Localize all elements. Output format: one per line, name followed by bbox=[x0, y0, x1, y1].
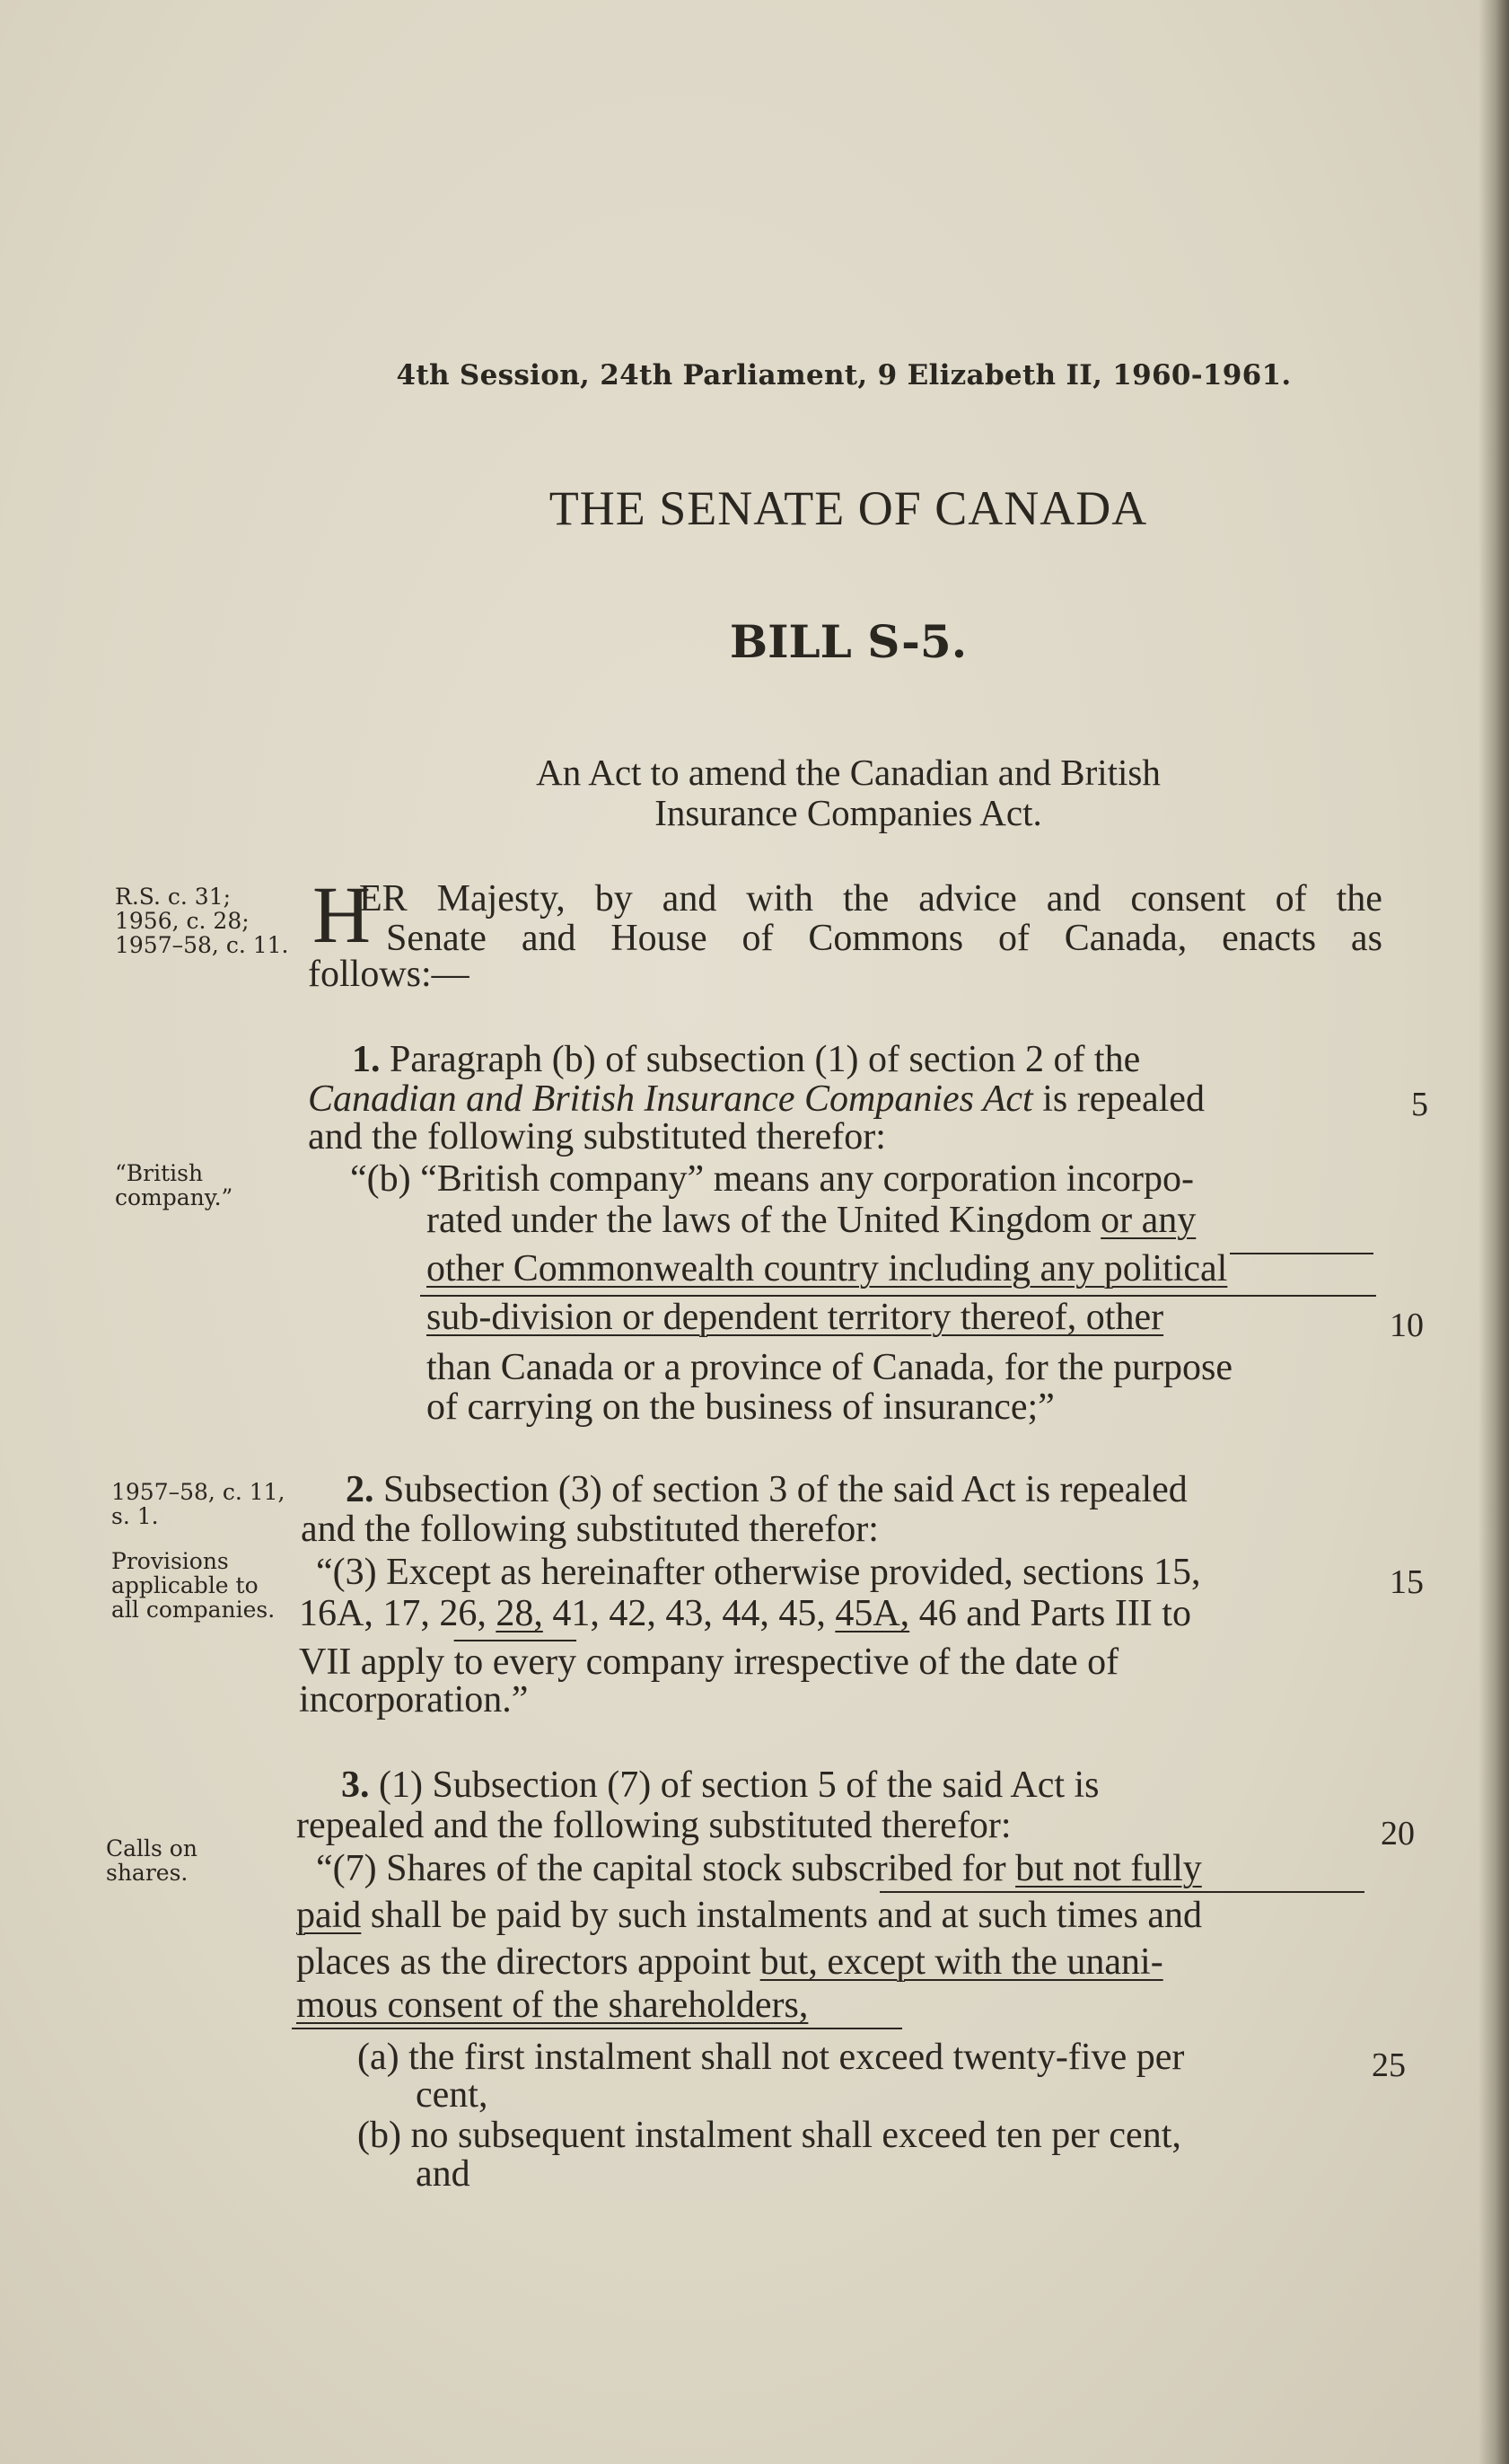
line-number-5: 5 bbox=[1411, 1086, 1428, 1123]
margin-provisions-line3: all companies. bbox=[111, 1597, 276, 1623]
section2-line3: “(3) Except as hereinafter otherwise provided, sections 15, bbox=[316, 1552, 1201, 1593]
section1-line5 bbox=[426, 1200, 1196, 1241]
enacting-word: of bbox=[1275, 878, 1307, 920]
margin-citation-2-line2: s. 1. bbox=[111, 1503, 159, 1529]
section1-line5-text: rated under the laws of the United Kingdom bbox=[426, 1200, 1092, 1241]
section2-line1 bbox=[346, 1469, 1188, 1510]
amendment-underline-text: but not fully bbox=[1015, 1848, 1202, 1889]
margin-british-company bbox=[115, 1161, 232, 1210]
section1-line1 bbox=[352, 1039, 1140, 1080]
margin-provisions-line2: applicable to bbox=[111, 1572, 259, 1598]
section3-item-b: (b) no subsequent instalment shall exceed ten per cent, bbox=[357, 2115, 1181, 2156]
enacting-word: House bbox=[610, 918, 707, 959]
enacting-word: with bbox=[746, 878, 813, 920]
bill-title-line1: An Act to amend the Canadian and British bbox=[536, 752, 1161, 793]
section1-line7: sub-division or dependent territory thereof, other bbox=[426, 1297, 1164, 1338]
section3-line1 bbox=[341, 1764, 1100, 1806]
section1-line4: “(b) “British company” means any corporation incorpo- bbox=[350, 1158, 1195, 1200]
section3-line3 bbox=[316, 1848, 1202, 1889]
enacting-line3: follows:— bbox=[308, 954, 469, 995]
section2-line1-text: Subsection (3) of section 3 of the said Act is repealed bbox=[383, 1469, 1188, 1510]
enacting-word: Majesty, bbox=[436, 878, 566, 920]
enacting-word: ER bbox=[359, 878, 408, 920]
section3-line4 bbox=[296, 1895, 1202, 1936]
section1-line1-text: Paragraph (b) of subsection (1) of section 2 of the bbox=[390, 1039, 1141, 1080]
session-line: 4th Session, 24th Parliament, 9 Elizabeth II, 1960-1961. bbox=[396, 359, 1292, 392]
section1-line3: and the following substituted therefor: bbox=[308, 1116, 886, 1157]
line-number-25: 25 bbox=[1372, 2046, 1406, 2084]
margin-citation-1-line1: R.S. c. 31; bbox=[115, 884, 232, 910]
section3-item-a: (a) the first instalment shall not exceed twenty-five per bbox=[357, 2037, 1185, 2078]
enacting-word: Commons bbox=[808, 918, 964, 959]
act-name-italic: Canadian and British Insurance Companies Act bbox=[308, 1078, 1033, 1120]
section3-line4-text: shall be paid by such instalments and at such times and bbox=[370, 1895, 1202, 1936]
margin-citation-2-line1: 1957–58, c. 11, bbox=[111, 1479, 285, 1505]
bill-title-line2: Insurance Companies Act. bbox=[654, 792, 1042, 833]
section1-line6: other Commonwealth country including any political bbox=[426, 1248, 1228, 1289]
section1-line8: than Canada or a province of Canada, for the purpose bbox=[426, 1347, 1233, 1388]
section2-line5-text: company irrespective of the date of bbox=[585, 1641, 1119, 1683]
section3-line5 bbox=[296, 1941, 1163, 1983]
margin-calls-on-shares bbox=[106, 1836, 197, 1885]
margin-provisions bbox=[111, 1549, 275, 1622]
margin-citation-1-line3: 1957–58, c. 11. bbox=[115, 932, 289, 958]
amendment-overline-text: to every bbox=[453, 1641, 577, 1683]
section2-line6: incorporation.” bbox=[299, 1679, 529, 1720]
amendment-underline-text: 28, bbox=[496, 1593, 543, 1634]
margin-citation-1-line2: 1956, c. 28; bbox=[115, 908, 250, 934]
bill-title bbox=[0, 752, 1509, 833]
amendment-underline-text: paid bbox=[296, 1895, 362, 1936]
enacting-word: as bbox=[1350, 918, 1382, 959]
section1-line2-text: is repealed bbox=[1042, 1078, 1205, 1120]
enacting-word: and bbox=[521, 918, 576, 959]
amendment-rule bbox=[292, 2028, 902, 2029]
chamber-heading: THE SENATE OF CANADA bbox=[548, 481, 1148, 535]
section3-item-a-cont: cent, bbox=[416, 2074, 488, 2116]
margin-british-line2: company.” bbox=[115, 1184, 233, 1210]
section3-line2: repealed and the following substituted therefor: bbox=[296, 1805, 1012, 1846]
enacting-dropcap: H bbox=[312, 871, 371, 960]
amendment-underline-text: 45A, bbox=[835, 1593, 910, 1634]
enacting-word: and bbox=[1046, 878, 1101, 920]
margin-citation-2 bbox=[111, 1480, 285, 1528]
enacting-word: by bbox=[594, 878, 633, 920]
margin-british-line1: “British bbox=[115, 1160, 204, 1186]
section2-line5-text: VII apply bbox=[299, 1641, 445, 1683]
margin-provisions-line1: Provisions bbox=[111, 1548, 229, 1574]
bill-number: BILL S-5. bbox=[729, 615, 968, 668]
amendment-underline-text: or any bbox=[1101, 1200, 1197, 1241]
enacting-word: and bbox=[662, 878, 717, 920]
enacting-word: of bbox=[997, 918, 1030, 959]
enacting-word: of bbox=[741, 918, 774, 959]
enacting-line1 bbox=[359, 878, 1382, 920]
amendment-underline-text: but, except with the unani- bbox=[759, 1941, 1163, 1983]
section2-line5 bbox=[299, 1641, 1119, 1683]
section3-line3-text: “(7) Shares of the capital stock subscribed for bbox=[316, 1848, 1006, 1889]
margin-calls-line2: shares. bbox=[106, 1860, 189, 1886]
section1-line9: of carrying on the business of insurance;” bbox=[426, 1386, 1055, 1428]
section3-item-b-cont: and bbox=[416, 2153, 470, 2195]
section2-number: 2. bbox=[346, 1469, 374, 1510]
section1-number: 1. bbox=[352, 1039, 381, 1080]
section3-line6: mous consent of the shareholders, bbox=[296, 1984, 809, 2026]
enacting-word: the bbox=[842, 878, 890, 920]
section3-line1-text: (1) Subsection (7) of section 5 of the said Act is bbox=[379, 1764, 1100, 1806]
section2-line2: and the following substituted therefor: bbox=[301, 1509, 879, 1550]
section2-line4-text: 41, 42, 43, 44, 45, bbox=[552, 1593, 826, 1634]
amendment-rule bbox=[880, 1891, 1364, 1893]
section2-line4-text: 46 and Parts III to bbox=[918, 1593, 1191, 1634]
line-number-15: 15 bbox=[1390, 1563, 1424, 1601]
section3-line5-text: places as the directors appoint bbox=[296, 1941, 751, 1983]
enacting-word: Canada, bbox=[1064, 918, 1188, 959]
enacting-word: enacts bbox=[1222, 918, 1317, 959]
amendment-rule bbox=[1230, 1253, 1373, 1254]
section3-number: 3. bbox=[341, 1764, 370, 1806]
enacting-word: advice bbox=[918, 878, 1017, 920]
enacting-word: consent bbox=[1130, 878, 1246, 920]
section1-line2 bbox=[308, 1078, 1205, 1120]
line-number-10: 10 bbox=[1390, 1307, 1424, 1344]
margin-citation-1 bbox=[115, 884, 288, 957]
line-number-20: 20 bbox=[1381, 1815, 1415, 1852]
amendment-rule bbox=[420, 1295, 1376, 1297]
margin-calls-line1: Calls on bbox=[106, 1835, 197, 1861]
section2-line4-text: 16A, 17, 26, bbox=[299, 1593, 487, 1634]
enacting-word: Senate bbox=[386, 918, 487, 959]
enacting-word: the bbox=[1336, 878, 1382, 920]
enacting-line2 bbox=[386, 918, 1382, 959]
section2-line4 bbox=[299, 1593, 1191, 1634]
